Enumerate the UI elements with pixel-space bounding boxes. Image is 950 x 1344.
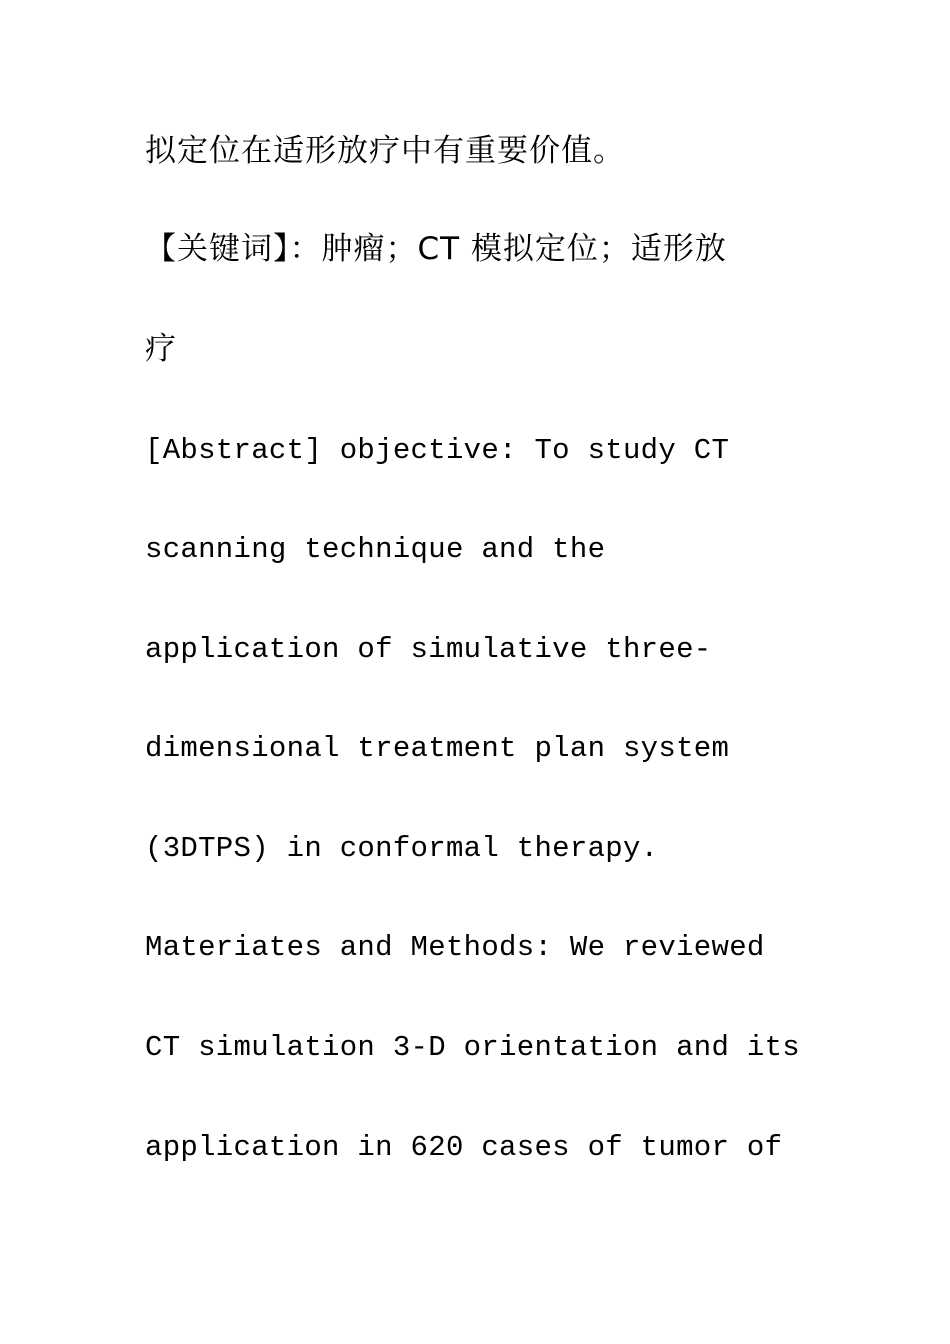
text-line-abstract-1: [Abstract] objective: To study CT [145, 434, 730, 467]
text-line-methods-2: CT simulation 3-D orientation and its [145, 1031, 801, 1064]
text-line-abstract-5: (3DTPS) in conformal therapy. [145, 832, 659, 865]
text-line-abstract-3: application of simulative three- [145, 633, 712, 666]
text-line-cjk-conclusion: 拟定位在适形放疗中有重要价值。 [145, 133, 625, 169]
text-line-keywords: 【关键词】：肿瘤；CT 模拟定位；适形放 [145, 231, 727, 267]
text-line-methods-3: application in 620 cases of tumor of [145, 1131, 783, 1164]
text-line-abstract-4: dimensional treatment plan system [145, 732, 730, 765]
text-line-keywords-cont: 疗 [145, 331, 177, 367]
text-line-abstract-2: scanning technique and the [145, 533, 606, 566]
text-line-methods-1: Materiates and Methods: We reviewed [145, 931, 765, 964]
